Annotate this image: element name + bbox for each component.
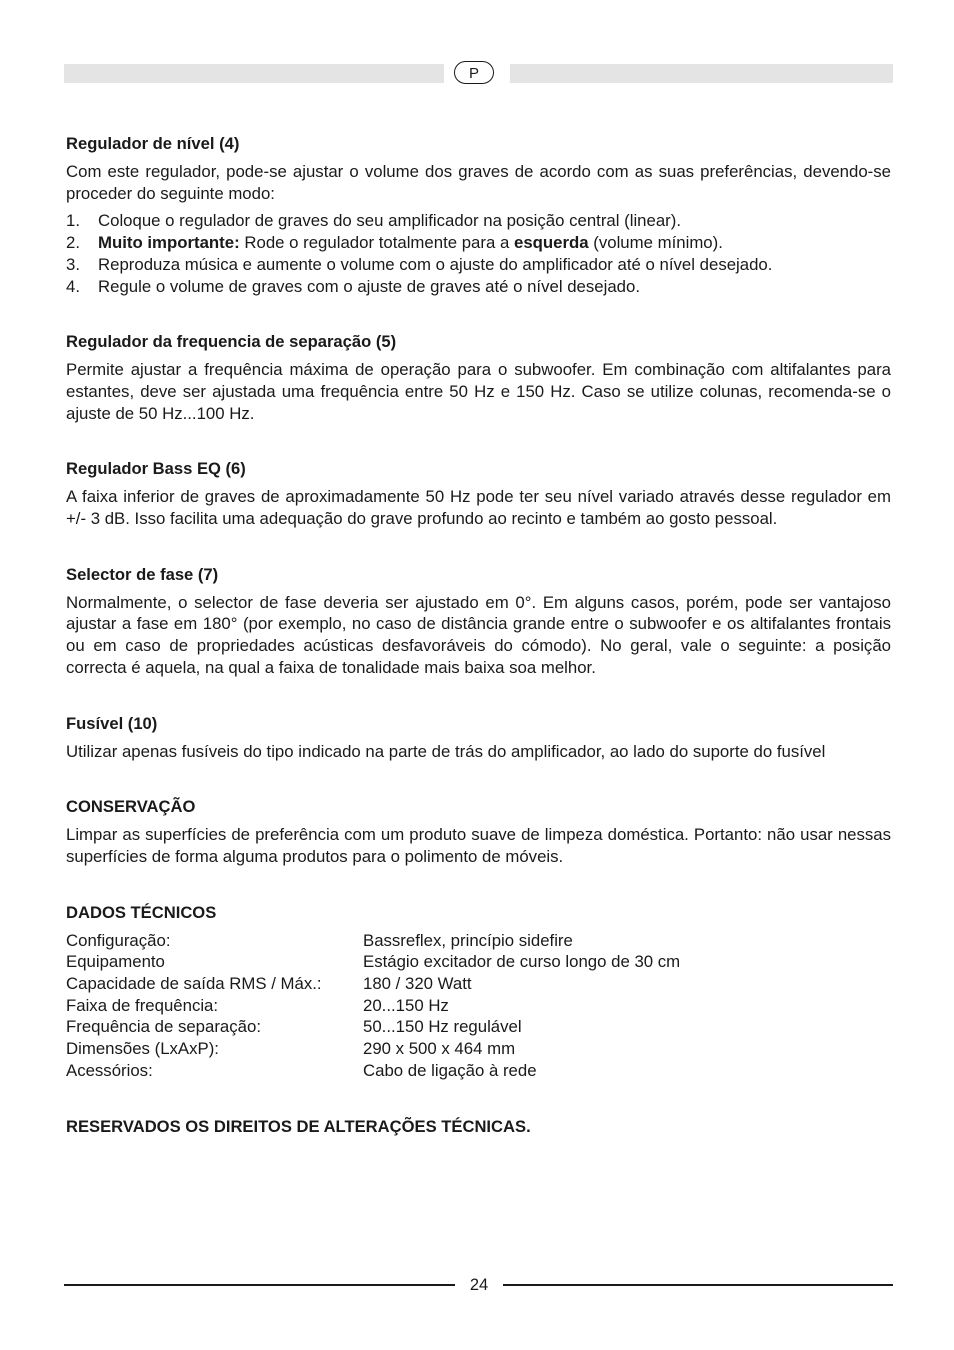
- section-title: Regulador Bass EQ (6): [66, 459, 246, 479]
- spec-value: 20...150 Hz: [363, 995, 449, 1015]
- list-item: [66, 254, 891, 276]
- language-badge: P: [454, 61, 494, 84]
- section-bass-eq: [66, 458, 891, 529]
- section-title: Regulador de nível (4): [66, 134, 240, 153]
- bold-text: Muito importante:: [98, 233, 240, 253]
- section-title: DADOS TÉCNICOS: [66, 902, 217, 922]
- section-regulador-nivel: [66, 133, 891, 297]
- table-row: [66, 973, 891, 995]
- section-intro: Com este regulador, pode-se ajustar o volume dos graves de acordo com as suas preferências, devendo-se proceder do seguinte modo:: [66, 162, 891, 203]
- section-conservacao: [66, 796, 891, 867]
- spec-label: Acessórios:: [66, 1060, 153, 1080]
- list-text: Regule o volume de graves com o ajuste de graves até o nível desejado.: [98, 276, 640, 296]
- header-bar-right: [510, 64, 893, 83]
- section-body: Limpar as superfícies de preferência com um produto suave de limpeza doméstica. Portanto: não usar nessas superfícies de forma alguma produtos para o polimento de móveis.: [66, 825, 891, 866]
- spec-value: 290 x 500 x 464 mm: [363, 1039, 516, 1059]
- section-reservados: [66, 1116, 891, 1138]
- section-fusivel: [66, 713, 891, 763]
- table-row: [66, 1060, 891, 1082]
- steps-list: [66, 210, 891, 297]
- spec-value: Bassreflex, princípio sidefire: [363, 930, 573, 950]
- section-body: Normalmente, o selector de fase deveria ser ajustado em 0°. Em alguns casos, porém, pode ser vantajoso ajustar a fase em 180° (por exemplo, no caso de distância grande entre o subwoofer e os altifalantes frontais ou em caso de propriedades acústicas desfavoráveis do cómodo). No geral, vale o seguinte: a posição correcta é aquela, na qual a faixa de tonalidade mais baixa soa melhor.: [66, 592, 891, 677]
- list-item: [66, 232, 891, 254]
- spec-label: Faixa de frequência:: [66, 995, 219, 1015]
- spec-label: Equipamento: [66, 952, 165, 972]
- section-title: RESERVADOS OS DIREITOS DE ALTERAÇÕES TÉCNICAS.: [66, 1116, 531, 1136]
- section-dados-tecnicos: [66, 902, 891, 1082]
- list-text: Coloque o regulador de graves do seu amplificador na posição central (linear).: [98, 211, 682, 231]
- section-body: A faixa inferior de graves de aproximadamente 50 Hz pode ter seu nível variado através desse regulador em +/- 3 dB. Isso facilita uma adequação do grave profundo ao recinto e também ao gosto pessoal.: [66, 487, 891, 529]
- table-row: [66, 1038, 891, 1060]
- list-number: 4.: [66, 276, 80, 296]
- section-title: Selector de fase (7): [66, 564, 219, 584]
- spec-value: 50...150 Hz regulável: [363, 1017, 522, 1037]
- page-content: [66, 133, 891, 1172]
- list-number: 1.: [66, 211, 80, 231]
- spec-value: Cabo de ligação à rede: [363, 1060, 537, 1080]
- spec-label: Dimensões (LxAxP):: [66, 1039, 219, 1059]
- section-title: Fusível (10): [66, 713, 158, 733]
- list-text: [98, 232, 723, 254]
- list-number: 3.: [66, 254, 80, 274]
- spec-value: Estágio excitador de curso longo de 30 cm: [363, 952, 681, 972]
- page-number: 24: [469, 1276, 489, 1294]
- spec-label: Configuração:: [66, 930, 171, 950]
- footer-line-right: [503, 1284, 893, 1286]
- table-row: [66, 1016, 891, 1038]
- list-item: [66, 210, 891, 232]
- section-selector-fase: [66, 564, 891, 679]
- section-body: Permite ajustar a frequência máxima de operação para o subwoofer. Em combinação com altifalantes para estantes, deve ser ajustada uma frequência entre 50 Hz e 150 Hz. Caso se utilize colunas, recomenda-se o ajuste de 50 Hz...100 Hz.: [66, 360, 891, 423]
- plain-text: Rode o regulador totalmente para a: [239, 233, 514, 253]
- table-row: [66, 951, 891, 973]
- bold-text: esquerda: [513, 233, 589, 253]
- section-title: Regulador da frequencia de separação (5): [66, 332, 397, 352]
- table-row: [66, 995, 891, 1017]
- spec-value: 180 / 320 Watt: [363, 974, 472, 994]
- list-number: 2.: [66, 233, 80, 253]
- section-frequencia-separacao: [66, 331, 891, 424]
- list-text: Reproduza música e aumente o volume com o ajuste do amplificador até o nível desejado.: [98, 254, 773, 274]
- footer-line-left: [64, 1284, 455, 1286]
- spec-label: Frequência de separação:: [66, 1017, 261, 1037]
- header-bar-left: [64, 64, 444, 83]
- list-item: [66, 276, 891, 298]
- table-row: [66, 930, 891, 952]
- spec-label: Capacidade de saída RMS / Máx.:: [66, 974, 322, 994]
- section-body: Utilizar apenas fusíveis do tipo indicado na parte de trás do amplificador, ao lado do suporte do fusível: [66, 741, 826, 761]
- specs-table: [66, 930, 891, 1082]
- plain-text: (volume mínimo).: [588, 233, 723, 253]
- section-title: CONSERVAÇÃO: [66, 797, 196, 817]
